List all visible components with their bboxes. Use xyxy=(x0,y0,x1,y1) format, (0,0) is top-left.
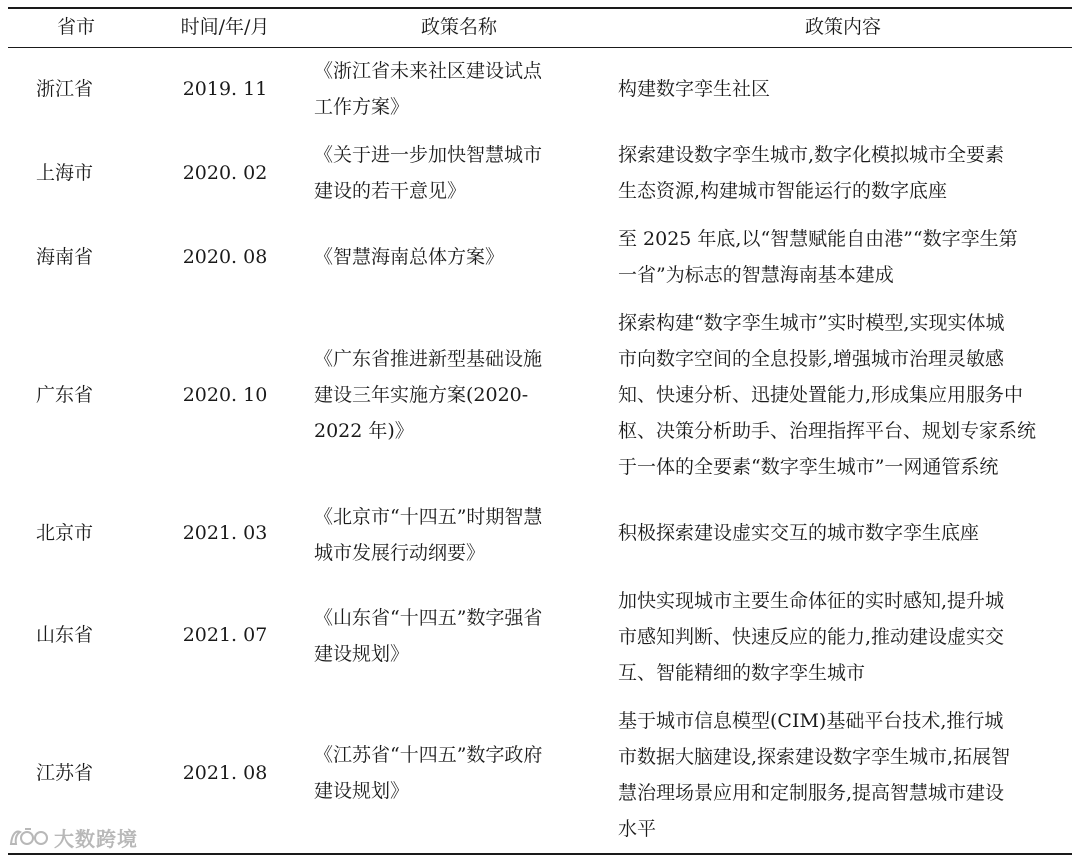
header-time: 时间/年/月 xyxy=(180,16,270,38)
row-province: 广东省 xyxy=(36,384,94,406)
row-policy-content: 探索构建“数字孪生城市”实时模型,实现实体城 市向数字空间的全息投影,增强城市治理灵敏感 知、快速分析、迅捷处置能力,形成集应用服务中 枢、决策分析助手、治理指挥平台、规划专家系统 于一体的全要素“数字孪生城市”一网通管系统 xyxy=(618,312,1037,478)
header-province: 省市 xyxy=(56,16,95,38)
row-time: 2020. 10 xyxy=(182,384,268,406)
row-policy-content: 至 2025 年底,以“智慧赋能自由港”“数字孪生第 一省”为标志的智慧海南基本建成 xyxy=(618,228,1018,286)
row-time: 2020. 02 xyxy=(182,162,268,184)
row-policy-content: 构建数字孪生社区 xyxy=(618,78,771,100)
table-header-rule xyxy=(8,47,1072,48)
row-province: 海南省 xyxy=(36,246,94,268)
row-policy-name: 《浙江省未来社区建设试点 工作方案》 xyxy=(314,60,543,118)
watermark xyxy=(8,822,138,852)
row-policy-name: 《广东省推进新型基础设施 建设三年实施方案(2020- 2022 年)》 xyxy=(314,348,543,442)
watermark-text: 大数跨境 xyxy=(54,826,138,851)
row-policy-name: 《智慧海南总体方案》 xyxy=(314,246,505,268)
row-time: 2021. 03 xyxy=(182,522,268,544)
row-province: 浙江省 xyxy=(36,78,94,100)
brand-logo-icon xyxy=(8,824,50,850)
table-bottom-rule xyxy=(8,853,1072,855)
header-policy-content: 政策内容 xyxy=(804,16,881,38)
row-policy-name: 《北京市“十四五”时期智慧 城市发展行动纲要》 xyxy=(314,506,543,564)
row-policy-content: 积极探索建设虚实交互的城市数字孪生底座 xyxy=(618,522,980,544)
row-time: 2021. 08 xyxy=(182,762,268,784)
header-policy-name: 政策名称 xyxy=(420,16,497,38)
row-policy-content: 加快实现城市主要生命体征的实时感知,提升城 市感知判断、快速反应的能力,推动建设虚实交 互、智能精细的数字孪生城市 xyxy=(618,590,1005,684)
row-policy-name: 《关于进一步加快智慧城市 建设的若干意见》 xyxy=(314,144,543,202)
row-policy-content: 探索建设数字孪生城市,数字化模拟城市全要素 生态资源,构建城市智能运行的数字底座 xyxy=(618,144,1005,202)
row-time: 2019. 11 xyxy=(182,78,268,100)
row-policy-name: 《山东省“十四五”数字强省 建设规划》 xyxy=(314,607,543,665)
row-province: 江苏省 xyxy=(36,762,94,784)
row-policy-content: 基于城市信息模型(CIM)基础平台技术,推行城 市数据大脑建设,探索建设数字孪生城市,拓展智 慧治理场景应用和定制服务,提高智慧城市建设 水平 xyxy=(618,710,1011,840)
row-province: 上海市 xyxy=(36,162,94,184)
row-time: 2020. 08 xyxy=(182,246,268,268)
row-province: 北京市 xyxy=(36,522,94,544)
row-policy-name: 《江苏省“十四五”数字政府 建设规划》 xyxy=(314,744,543,802)
row-province: 山东省 xyxy=(36,624,94,646)
row-time: 2021. 07 xyxy=(182,624,268,646)
